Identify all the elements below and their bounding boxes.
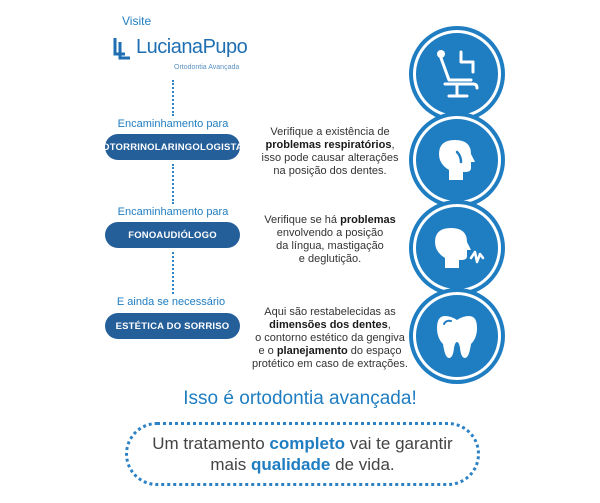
visit-label: Visite [122, 14, 152, 28]
head-profile-icon [427, 130, 487, 190]
tooth-icon [427, 306, 487, 366]
speaking-head-circle [413, 204, 501, 292]
connector-3 [172, 252, 174, 294]
connector-2 [172, 164, 174, 204]
dental-chair-icon [427, 44, 487, 104]
step-3-label: E ainda se necessário [116, 296, 226, 308]
step-1-description: Verifique a existência de problemas respiratórios, isso pode causar alterações na posição dos dentes. [261, 126, 399, 177]
step-3-description: Aqui são restabelecidas as dimensões dos dentes, o contorno estético da gengiva e o planejamento do espaço protético em caso de extrações. [252, 306, 408, 370]
speaking-head-icon [427, 218, 487, 278]
headline: Isso é ortodontia avançada! [183, 388, 417, 409]
estetica-do-sorriso-button[interactable]: ESTÉTICA DO SORRISO [105, 313, 240, 339]
closing-line-1: Um tratamento completo vai te garantir [152, 434, 453, 453]
luciana-pupo-logo[interactable] [112, 34, 248, 78]
logo-mark-icon [112, 36, 132, 62]
tooth-circle [413, 292, 501, 380]
step-1-label: Encaminhamento para [117, 118, 229, 130]
dental-chair-circle [413, 30, 501, 118]
closing-line-2: mais qualidade de vida. [210, 455, 395, 474]
connector-1 [172, 80, 174, 116]
head-profile-circle [413, 116, 501, 204]
logo-tagline: Ortodontia Avançada [174, 64, 240, 71]
otorrinolaringologista-button[interactable]: OTORRINOLARINGOLOGISTA [105, 134, 240, 160]
step-2-label: Encaminhamento para [117, 206, 229, 218]
step-2-description: Verifique se há problemas envolvendo a posição da língua, mastigação e deglutição. [264, 214, 396, 265]
closing-message-box [125, 422, 480, 486]
fonoaudiologo-button[interactable]: FONOAUDIÓLOGO [105, 222, 240, 248]
logo-name: LucianaPupo [136, 36, 248, 58]
